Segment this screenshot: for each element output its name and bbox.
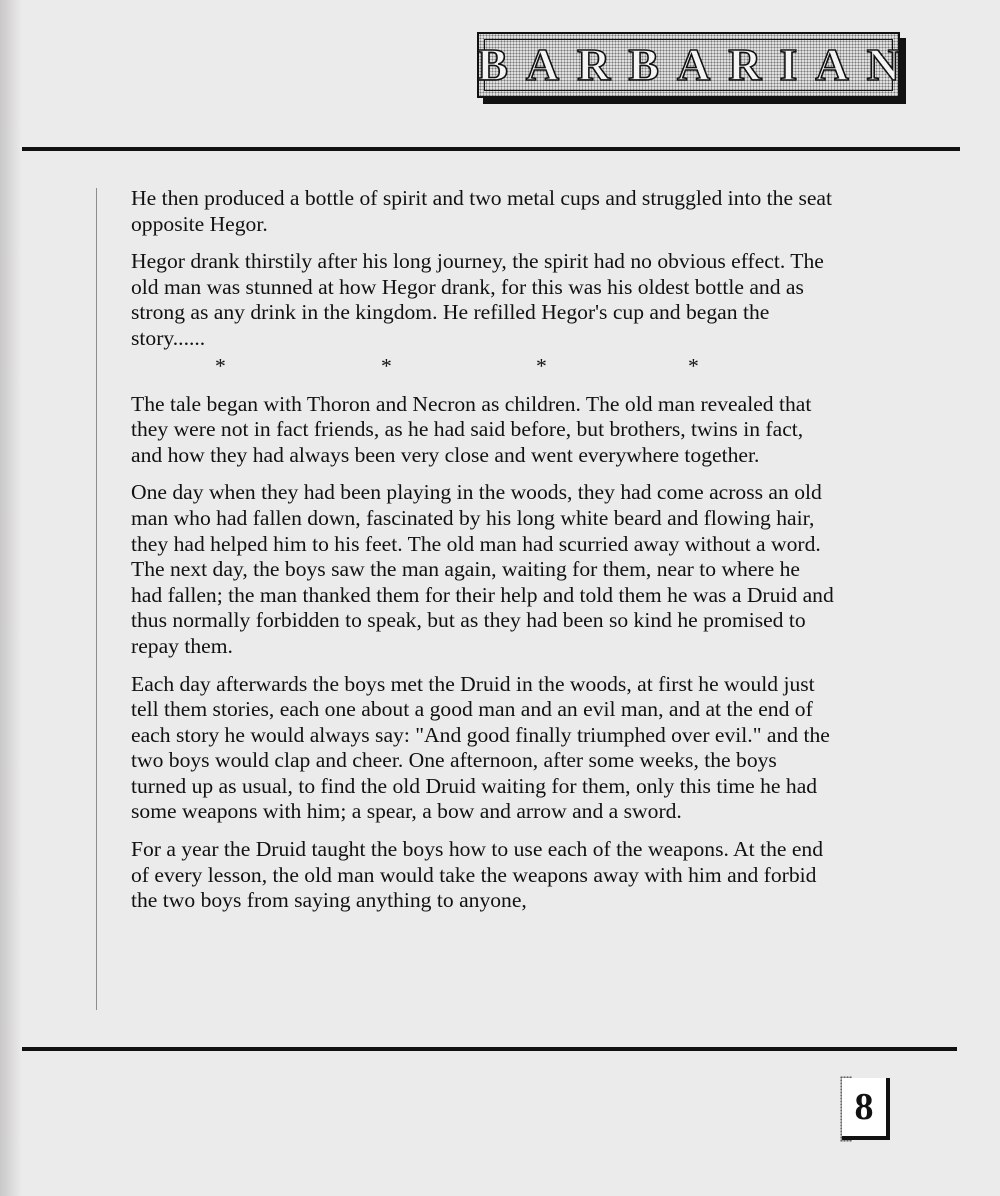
paragraph-3: The tale began with Thoron and Necron as children. The old man revealed that they were not in fact friends, as he had said before, but brothers, twins in fact, and how they had always been very close and went everywhere together. <box>131 391 812 467</box>
paragraph-6: For a year the Druid taught the boys how to use each of the weapons. At the end of every lesson, the old man would take the weapons away with him and forbid the two boys from saying anything to anyone, <box>131 837 824 913</box>
separator-asterisk: * <box>381 353 392 378</box>
section-separator <box>131 354 836 380</box>
separator-asterisk: * <box>215 353 226 378</box>
text-column <box>131 186 836 926</box>
paragraph-1: He then produced a bottle of spirit and two metal cups and struggled into the seat opposite Hegor. <box>131 186 833 236</box>
margin-line <box>96 188 97 1010</box>
paragraph-2: Hegor drank thirstily after his long journey, the spirit had no obvious effect. The old man was stunned at how Hegor drank, for this was his oldest bottle and as strong as any drink in the kingdom. He refilled Hegor's cup and began the story...... <box>131 249 824 350</box>
top-rule <box>22 147 960 151</box>
separator-asterisk: * <box>688 353 699 378</box>
paragraph-5: Each day afterwards the boys met the Druid in the woods, at first he would just tell them stories, each one about a good man and an evil man, and at the end of each story he would always say: "And good finally triumphed over evil." and the two boys would clap and cheer. One afternoon, after some weeks, the boys turned up as usual, to find the old Druid waiting for them, only this time he had some weapons with him; a spear, a bow and arrow and a sword. <box>131 671 830 824</box>
paragraph-4: One day when they had been playing in the woods, they had come across an old man who had fallen down, fascinated by his long white beard and flowing hair, they had helped him to his feet. The old man had scurried away without a word. The next day, the boys saw the man again, waiting for them, near to where he had fallen; the man thanked them for their help and told them he was a Druid and thus normally forbidden to speak, but as they had been so kind he promised to repay them. <box>131 480 834 658</box>
separator-asterisk: * <box>536 353 547 378</box>
page-edge-shadow <box>0 0 22 1196</box>
page-number: 8 <box>854 1086 874 1128</box>
page-title: BARBARIAN <box>477 39 918 90</box>
bottom-rule <box>22 1047 957 1051</box>
title-badge <box>477 32 918 98</box>
page-number-box <box>842 1078 890 1140</box>
